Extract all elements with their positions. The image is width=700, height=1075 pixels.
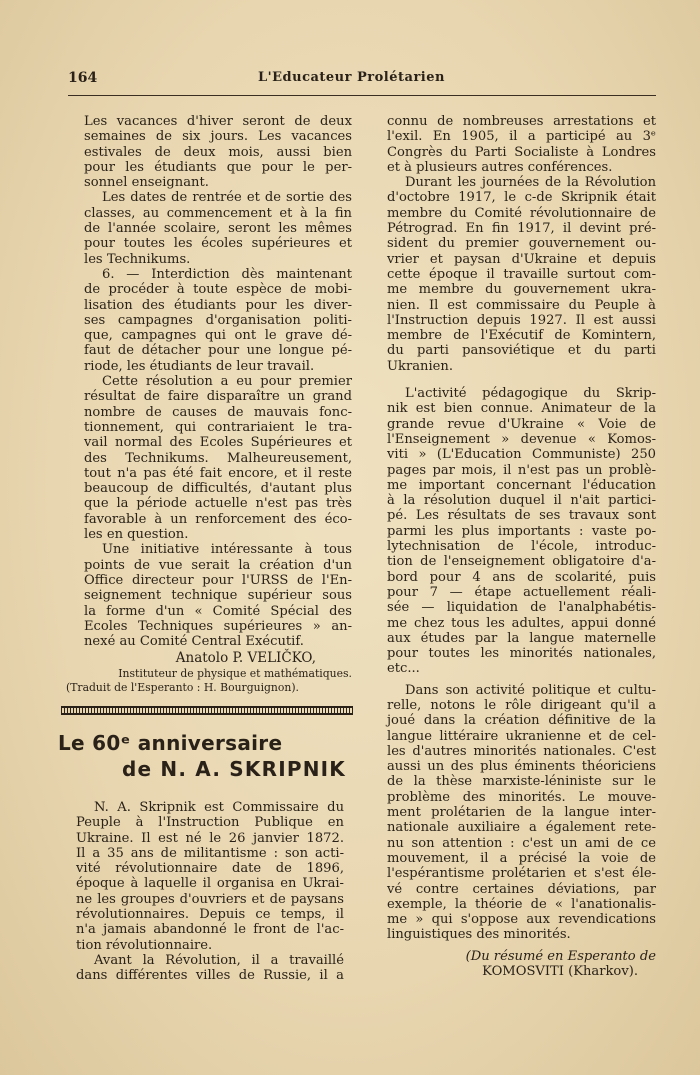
text-line: relle, notons le rôle dirigeant qu'il a [387,697,656,713]
text-line: sident du premier gouvernement ou- [387,236,656,252]
text-line: nien. Il est commissaire du Peuple à [387,297,656,313]
text-line: Peuple à l'Instruction Publique en [76,815,344,831]
text-line: Les dates de rentrée et de sortie des [102,190,352,206]
text-line: tion révolutionnaire. [76,937,213,953]
text-line: membre du Comité révolutionnaire de [387,205,656,221]
text-line: nexé au Comité Central Exécutif. [84,634,304,650]
text-line: langue littéraire ukranienne et de cel- [387,728,656,744]
paragraph [369,683,656,943]
text-line: d'octobre 1917, le c-de Skripnik était [387,190,656,206]
paragraph [58,800,344,953]
text-line: problème des minorités. Le mouve- [387,789,656,805]
text-line: riode, les étudiants de leur travail. [84,358,315,374]
text-line: nombre de causes de mauvais fonc- [84,404,352,420]
paragraph [66,542,352,649]
text-line: Pétrograd. En fin 1917, il devint pré- [387,221,656,237]
text-line: ment prolétarien de la langue inter- [387,805,656,821]
text-line: époque à laquelle il organisa en Ukrai- [76,876,344,892]
text-line: grande revue d'Ukraine « Voie de [387,416,656,432]
paragraph [369,175,656,374]
text-line: n'a jamais abandonné le front de l'ac- [76,922,344,938]
text-line: nik est bien connue. Animateur de la [387,401,656,417]
text-line: aux études par la langue maternelle [387,630,656,646]
signature-title: Instituteur de physique et mathématiques. [118,666,352,680]
text-line: aussi un des plus éminents théoriciens [387,759,656,775]
text-line: pages par mois, il n'est pas un problè- [387,462,656,478]
text-line: tionnement, qui contrariaient le tra- [84,419,352,435]
signature-translation: (Traduit de l'Esperanto : H. Bourguignon). [66,680,299,694]
text-line: faut de détacher pour une longue pé- [84,343,352,359]
text-line: exemple, la théorie de « l'anationalis- [387,896,656,912]
text-line: Office directeur pour l'URSS de l'En- [84,572,352,588]
text-line: à la résolution duquel il n'ait partici- [387,493,656,509]
text-line: me chez tous les adultes, appui donné [387,615,656,631]
text-line: me membre du gouvernement ukra- [387,282,656,298]
text-line: vail normal des Ecoles Supérieures et [84,435,352,451]
text-line: parmi les plus importants : vaste po- [387,523,656,539]
text-line: vé contre certaines déviations, par [387,881,656,897]
text-line: des Technikums. Malheureusement, [84,450,352,466]
text-line: beaucoup de difficultés, d'autant plus [84,481,352,497]
text-line: L'activité pédagogique du Skrip- [405,386,656,402]
text-line: résultat de faire disparaître un grand [84,389,352,405]
text-line: me important concernant l'éducation [387,477,656,493]
text-line: etc... [387,661,420,677]
text-line: Durant les journées de la Révolution [405,175,656,191]
text-line: viti » (L'Education Communiste) 250 [387,447,656,463]
text-line: ses campagnes d'organisation politi- [84,312,352,328]
text-line: Les vacances d'hiver seront de deux [84,114,352,129]
text-line: de la thèse marxiste-léniniste sur le [387,774,656,790]
text-line: vité révolutionnaire date de 1896, [76,861,344,877]
text-line: les en question. [84,527,189,543]
text-line: de l'année scolaire, seront les mêmes [84,221,352,237]
paragraph [369,386,656,677]
paragraph [66,114,352,190]
text-line: vrier et paysan d'Ukraine et depuis [387,251,656,267]
source-line-2: KOMOSVITI (Kharkov). [482,964,638,980]
text-line: tout n'a pas été fait encore, et il reste [84,465,352,481]
text-line: bord pour 4 ans de scolarité, puis [387,569,656,585]
text-line: l'exil. En 1905, il a participé au 3ᵉ [387,129,656,145]
source-line-1: (Du résumé en Esperanto de [465,948,656,964]
text-line: la forme d'un « Comité Spécial des [84,603,352,619]
text-line: 6. — Interdiction dès maintenant [102,266,352,282]
text-line: Ukraine. Il est né le 26 janvier 1872. [76,830,344,846]
text-line: sonnel enseignant. [84,175,209,191]
text-line: les d'autres minorités nationales. C'est [387,743,656,759]
text-line: nationale auxiliaire a également rete- [387,820,656,836]
paragraph [58,953,344,984]
text-line: Ecoles Techniques supérieures » an- [84,618,352,634]
text-line: favorable à un renforcement des éco- [84,511,352,527]
text-line: estivales de deux mois, aussi bien [84,144,352,160]
running-title: L'Educateur Prolétarien [258,70,445,85]
text-line: membre de l'Exécutif de Komintern, [387,328,656,344]
text-line: connu de nombreuses arrestations et [387,114,656,129]
text-line: N. A. Skripnik est Commissaire du [94,800,344,815]
paragraph [369,114,656,175]
text-line: les Technikums. [84,251,191,267]
text-line: pour 7 — étape actuellement réali- [387,584,656,600]
text-line: pé. Les résultats de ses travaux sont [387,508,656,524]
text-line: lisation des étudiants pour les diver- [84,297,352,313]
right-column [369,114,656,979]
left-column [66,114,352,695]
text-line: ne les groupes d'ouvriers et de paysans [76,891,344,907]
text-line: et à plusieurs autres conférences. [387,159,613,175]
text-line: que, campagnes qui ont le grave dé- [84,328,352,344]
text-line: linguistiques des minorités. [387,927,571,943]
text-line: l'Enseignement » devenue « Komos- [387,431,656,447]
headline-line-1: Le 60ᵉ anniversaire [58,731,283,755]
text-line: dans différentes villes de Russie, il a [76,968,344,984]
text-line: tion de l'enseignement obligatoire d'a- [387,554,656,570]
text-line: Dans son activité politique et cultu- [405,682,656,698]
text-line: Cette résolution a eu pour premier [102,374,352,390]
text-line: sée — liquidation de l'analphabétis- [387,600,656,616]
article-headline [58,730,348,782]
text-line: pour toutes les minorités nationales, [387,646,656,662]
headline-line-2: de N. A. SKRIPNIK [121,757,346,781]
paragraph [66,374,352,542]
text-line: semaines de six jours. Les vacances [84,129,352,145]
text-line: classes, au commencement et à la fin [84,205,352,221]
text-line: seignement technique supérieur sous [84,588,352,604]
text-line: révolutionnaires. Depuis ce temps, il [76,907,344,923]
text-line: cette époque il travaille surtout com- [387,266,656,282]
signature-name: Anatolo P. VELIČKO, [175,650,316,667]
header-rule [68,95,656,96]
text-line: de procéder à toute espèce de mobi- [84,282,352,298]
text-line: Congrès du Parti Socialiste à Londres [387,144,656,160]
text-line: l'espérantisme prolétarien et s'est éle- [387,866,656,882]
text-line: Il a 35 ans de militantisme : son acti- [76,845,344,861]
paragraph [66,190,352,266]
text-line: du parti pansoviétique et du parti [387,343,656,359]
text-line: lytechnisation de l'école, introduc- [387,539,656,555]
text-line: Avant la Révolution, il a travaillé [94,952,344,968]
text-line: mouvement, il a précisé la voie de [387,850,656,866]
article-body-left [58,800,344,984]
text-line: Ukranien. [387,358,453,374]
text-line: nu son attention : c'est un ami de ce [387,835,656,851]
text-line: pour les étudiants que pour le per- [84,159,352,175]
text-line: points de vue serait la création d'un [84,557,352,573]
paragraph [66,267,352,374]
page-header [68,70,656,90]
text-line: Une initiative intéressante à tous [102,542,352,558]
page-number: 164 [68,70,98,86]
section-divider [61,706,353,715]
text-line: que la période actuelle n'est pas très [84,496,352,512]
text-line: joué dans la création définitive de la [387,713,656,729]
text-line: me » qui s'oppose aux revendications [387,912,656,928]
text-line: pour toutes les écoles supérieures et [84,236,352,252]
text-line: l'Instruction depuis 1927. Il est aussi [387,312,656,328]
